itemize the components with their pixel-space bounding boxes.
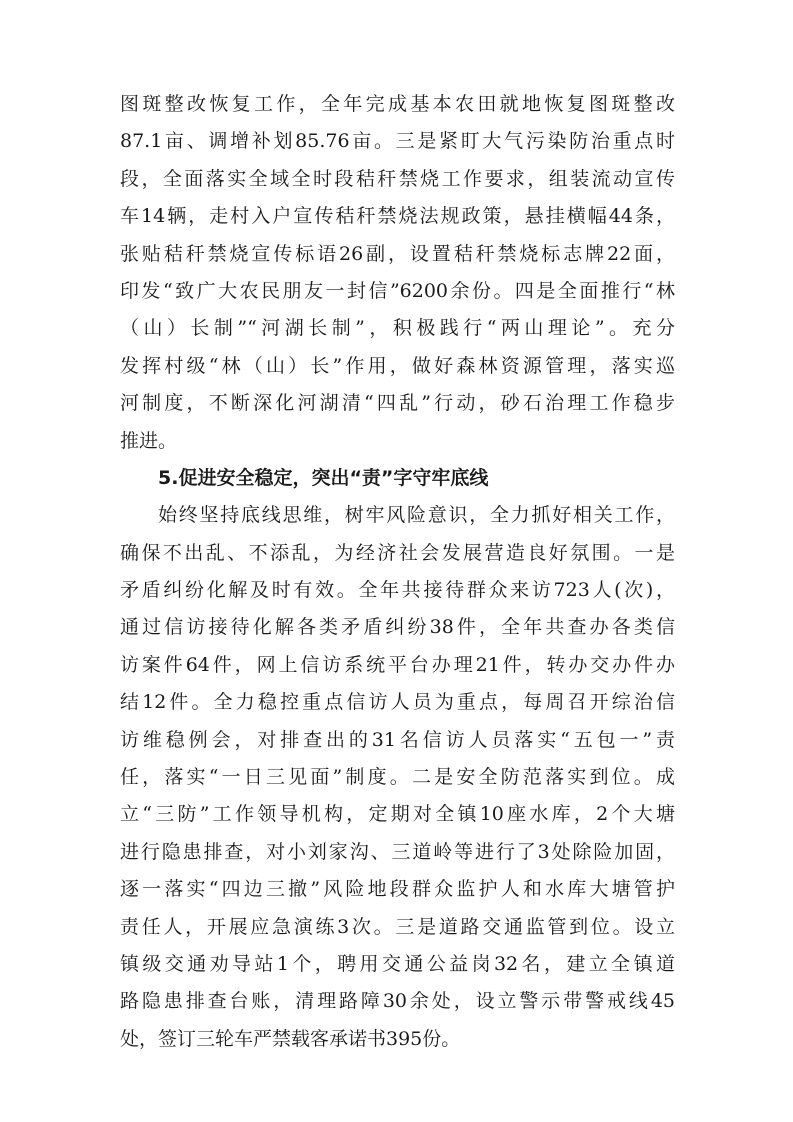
text-line: 访案件64件，网上信访系统平台办理21件，转办交办件办: [120, 653, 675, 676]
text-line: 确保不出乱、不添乱，为经济社会发展营造良好氛围。一是: [120, 541, 675, 564]
document-page: [120, 86, 675, 1058]
text-line: 河制度，不断深化河湖清“四乱”行动，砂石治理工作稳步: [120, 392, 675, 415]
text-line: 发挥村级“林（山）长”作用，做好森林资源管理，落实巡: [120, 354, 675, 377]
text-line: 进行隐患排查，对小刘家沟、三道岭等进行了3处除险加固，: [120, 840, 675, 863]
text-line: （山）长制”“河湖长制”，积极践行“两山理论”。充分: [120, 317, 675, 340]
text-line: 印发“致广大农民朋友一封信”6200余份。四是全面推行“林: [120, 279, 675, 302]
text-line: 立“三防”工作领导机构，定期对全镇10座水库，2个大塘: [120, 803, 675, 826]
text-line: 车14辆，走村入户宣传秸秆禁烧法规政策，悬挂横幅44条，: [120, 205, 675, 228]
text-line: 路隐患排查台账，清理路障30余处，设立警示带警戒线45: [120, 990, 675, 1013]
text-line: 87.1亩、调增补划85.76亩。三是紧盯大气污染防治重点时: [120, 130, 675, 153]
section-heading: 5.促进安全稳定，突出“责”字守牢底线: [158, 466, 489, 489]
text-line: 图斑整改恢复工作，全年完成基本农田就地恢复图斑整改: [120, 93, 675, 115]
text-line: 矛盾纠纷化解及时有效。全年共接待群众来访723人(次)，: [120, 579, 675, 602]
text-line: 张贴秸秆禁烧宣传标语26副，设置秸秆禁烧标志牌22面，: [120, 242, 675, 265]
text-line: 责任人，开展应急演练3次。三是道路交通监管到位。设立: [120, 915, 675, 938]
text-line: 处，签订三轮车严禁载客承诺书395份。: [120, 1027, 461, 1050]
text-line: 镇级交通劝导站1个，聘用交通公益岗32名，建立全镇道: [120, 952, 675, 975]
paragraph-first-line: 始终坚持底线思维，树牢风险意识，全力抓好相关工作，: [158, 504, 675, 527]
text-line: 推进。: [120, 429, 178, 452]
text-line: 通过信访接待化解各类矛盾纠纷38件，全年共查办各类信: [120, 616, 675, 639]
text-line: 访维稳例会，对排查出的31名信访人员落实“五包一”责: [120, 728, 675, 751]
text-line: 结12件。全力稳控重点信访人员为重点，每周召开综治信: [120, 691, 675, 714]
text-line: 段，全面落实全域全时段秸秆禁烧工作要求，组装流动宣传: [120, 167, 675, 190]
text-line: 任，落实“一日三见面”制度。二是安全防范落实到位。成: [120, 766, 675, 789]
text-line: 逐一落实“四边三撤”风险地段群众监护人和水库大塘管护: [120, 878, 675, 901]
